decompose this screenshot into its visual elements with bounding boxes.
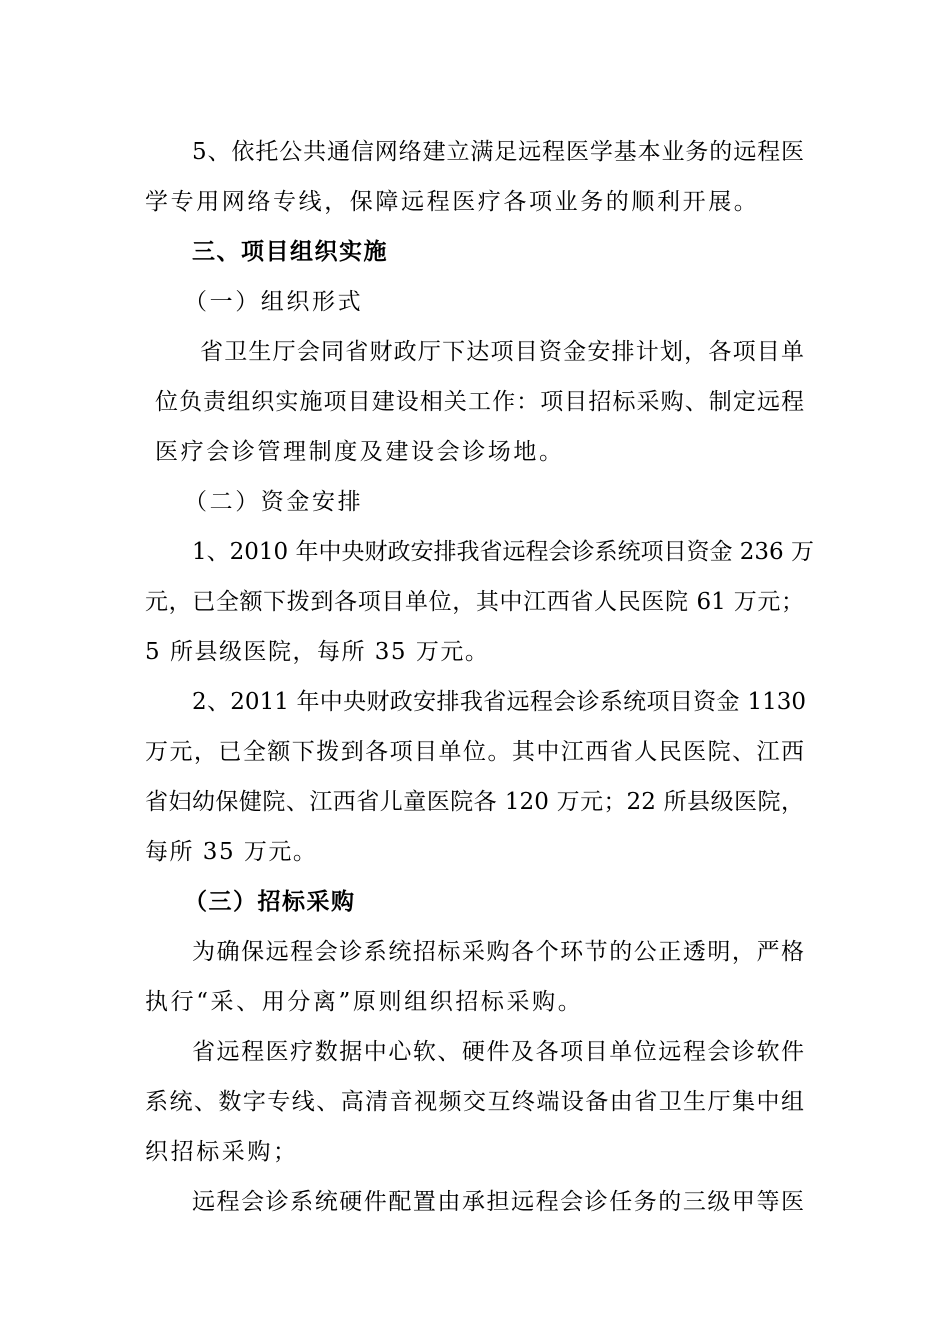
section-heading: 三、项目组织实施: [192, 239, 388, 265]
paragraph-line: 2、2011 年中央财政安排我省远程会诊系统项目资金 1130: [192, 689, 806, 715]
paragraph-line: 5、依托公共通信网络建立满足远程医学基本业务的远程医: [192, 139, 804, 165]
subsection-heading: （一）组织形式: [184, 289, 364, 315]
subsection-heading: （三）招标采购: [184, 889, 356, 915]
paragraph-line: 省卫生厅会同省财政厅下达项目资金安排计划，各项目单: [200, 339, 804, 365]
paragraph-line: 织招标采购；: [145, 1139, 299, 1165]
paragraph-line: 元，已全额下拨到各项目单位，其中江西省人民医院 61 万元；: [145, 589, 804, 615]
paragraph-line: 系统、数字专线、高清音视频交互终端设备由省卫生厅集中组: [145, 1089, 804, 1115]
paragraph-line: 学专用网络专线，保障远程医疗各项业务的顺利开展。: [145, 189, 760, 215]
paragraph-line: 省妇幼保健院、江西省儿童医院各 120 万元；22 所县级医院，: [145, 789, 804, 815]
paragraph-line: 医疗会诊管理制度及建设会诊场地。: [155, 439, 565, 465]
paragraph-line: 万元，已全额下拨到各项目单位。其中江西省人民医院、江西: [145, 739, 804, 765]
paragraph-line: 1、2010 年中央财政安排我省远程会诊系统项目资金 236 万: [192, 539, 814, 565]
paragraph-line: 位负责组织实施项目建设相关工作：项目招标采购、制定远程: [155, 389, 804, 415]
paragraph-line: 为确保远程会诊系统招标采购各个环节的公正透明，严格: [192, 939, 804, 965]
subsection-heading: （二）资金安排: [184, 489, 364, 515]
paragraph-line: 执行“采、用分离”原则组织招标采购。: [145, 989, 584, 1015]
paragraph-line: 省远程医疗数据中心软、硬件及各项目单位远程会诊软件: [192, 1039, 804, 1065]
paragraph-line: 远程会诊系统硬件配置由承担远程会诊任务的三级甲等医: [192, 1189, 804, 1215]
paragraph-line: 每所 35 万元。: [145, 839, 318, 865]
paragraph-line: 5 所县级医院，每所 35 万元。: [145, 639, 490, 665]
